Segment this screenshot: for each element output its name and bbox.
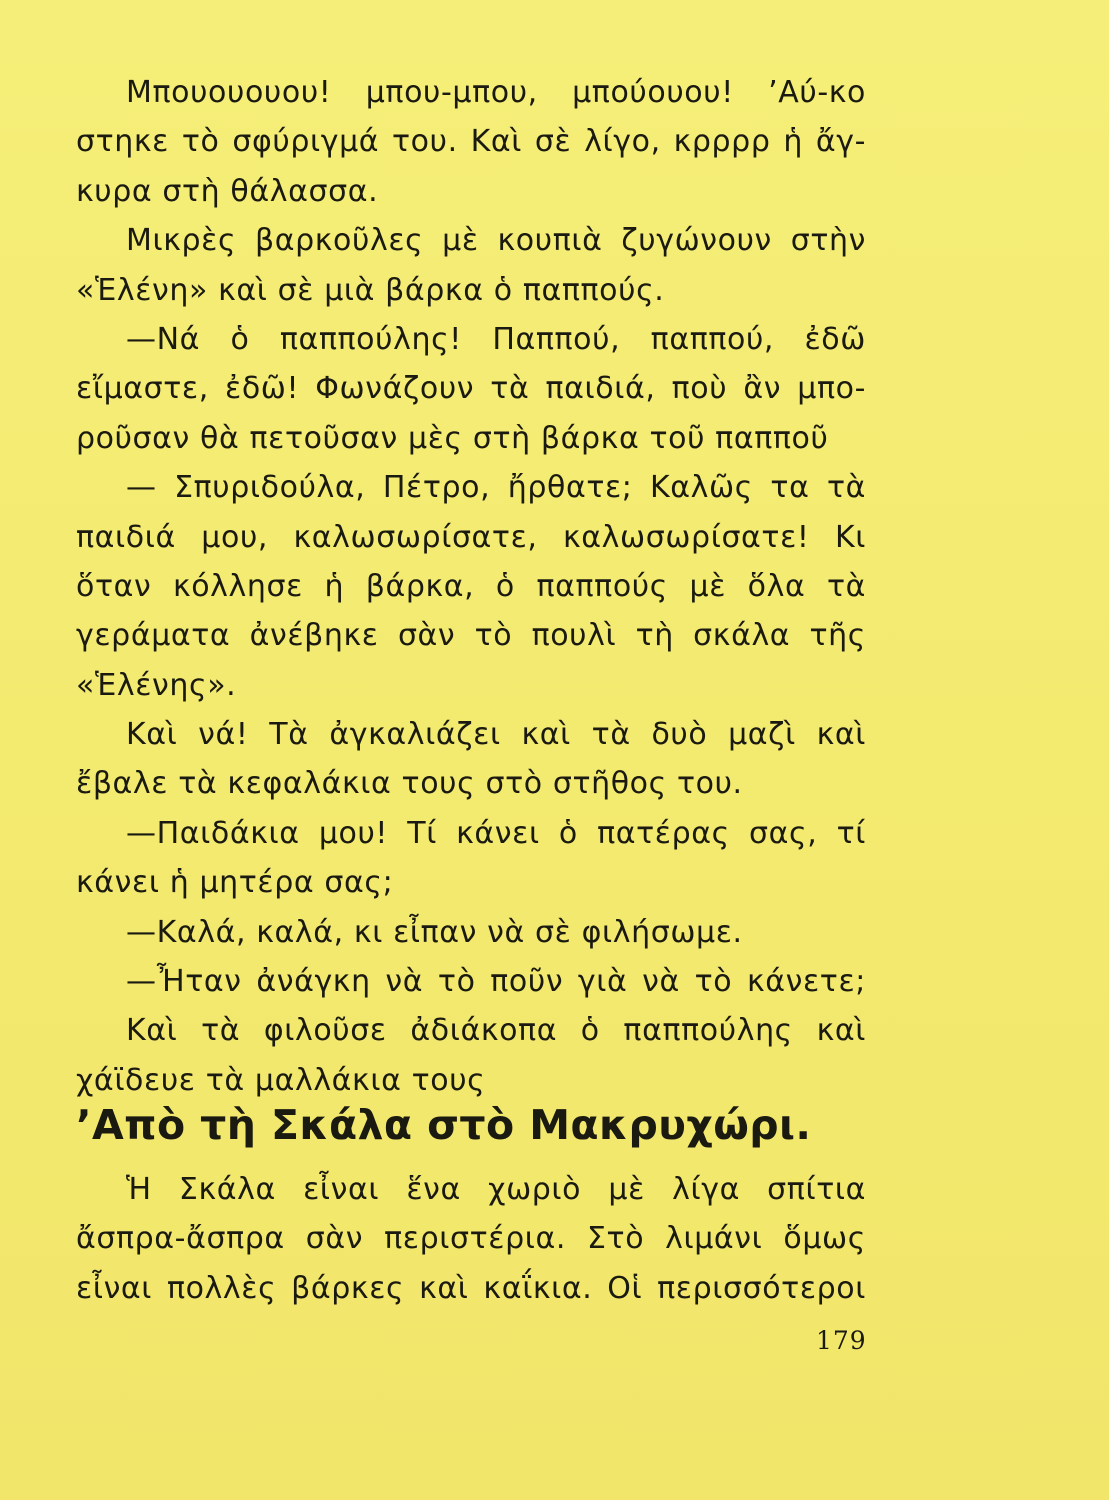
page-number: 179 bbox=[816, 1326, 867, 1355]
text-line: κυρα στὴ θάλασσα. bbox=[76, 173, 379, 209]
text-line: γεράματα ἀνέβηκε σὰν τὸ πουλὶ τὴ σκάλα τῆς bbox=[76, 618, 866, 654]
text-line: ροῦσαν θὰ πετοῦσαν μὲς στὴ βάρκα τοῦ παπποῦ bbox=[76, 420, 829, 456]
section-title: ’Απὸ τὴ Σκάλα στὸ Μακρυχώρι. bbox=[76, 1101, 812, 1149]
text-line: ἔβαλε τὰ κεφαλάκια τους στὸ στῆθος του. bbox=[76, 766, 743, 802]
text-line: Μπουουουου! μπου-μπου, μπούουου! ’Αύ-κο bbox=[126, 75, 866, 110]
text-line: Καὶ τὰ φιλοῦσε ἀδιάκοπα ὁ παππούλης καὶ bbox=[126, 1013, 866, 1049]
text-line: Ἡ Σκάλα εἶναι ἕνα χωριὸ μὲ λίγα σπίτια bbox=[126, 1172, 866, 1207]
text-line: — Σπυριδούλα, Πέτρο, ἤρθατε; Καλῶς τα τὰ bbox=[126, 470, 866, 506]
text-line: —Καλά, καλά, κι εἶπαν νὰ σὲ φιλήσωμε. bbox=[126, 914, 743, 950]
text-line: στηκε τὸ σφύριγμά του. Καὶ σὲ λίγο, κρρρρ ἡ ἄγ- bbox=[76, 124, 866, 160]
text-line: ὅταν κόλλησε ἡ βάρκα, ὁ παππούς μὲ ὅλα τὰ bbox=[76, 568, 866, 604]
text-line: —Νά ὁ παππούλης! Παππού, παππού, ἐδῶ bbox=[126, 321, 866, 357]
text-line: «Ἑλένη» καὶ σὲ μιὰ βάρκα ὁ παππούς. bbox=[76, 272, 665, 308]
text-line: «Ἑλένης». bbox=[76, 667, 237, 703]
story-text bbox=[76, 68, 866, 1105]
text-line: εἴμαστε, ἐδῶ! Φωνάζουν τὰ παιδιά, ποὺ ἂν μπο- bbox=[76, 371, 866, 407]
text-line: Καὶ νά! Τὰ ἀγκαλιάζει καὶ τὰ δυὸ μαζὶ καὶ bbox=[126, 717, 866, 753]
section-text bbox=[76, 1165, 866, 1313]
text-line: κάνει ἡ μητέρα σας; bbox=[76, 865, 394, 901]
text-line: Μικρὲς βαρκοῦλες μὲ κουπιὰ ζυγώνουν στὴν bbox=[126, 223, 866, 259]
text-line: εἶναι πολλὲς βάρκες καὶ καΐκια. Οἱ περισσότεροι bbox=[76, 1270, 866, 1306]
text-line: —Ἦταν ἀνάγκη νὰ τὸ ποῦν γιὰ νὰ τὸ κάνετε; bbox=[126, 964, 866, 1000]
text-line: ἄσπρα-ἄσπρα σὰν περιστέρια. Στὸ λιμάνι ὅμως bbox=[76, 1221, 866, 1257]
text-line: χάϊδευε τὰ μαλλάκια τους bbox=[76, 1062, 486, 1098]
text-line: παιδιά μου, καλωσωρίσατε, καλωσωρίσατε! Κι bbox=[76, 519, 866, 555]
text-line: —Παιδάκια μου! Τί κάνει ὁ πατέρας σας, τί bbox=[126, 815, 866, 851]
